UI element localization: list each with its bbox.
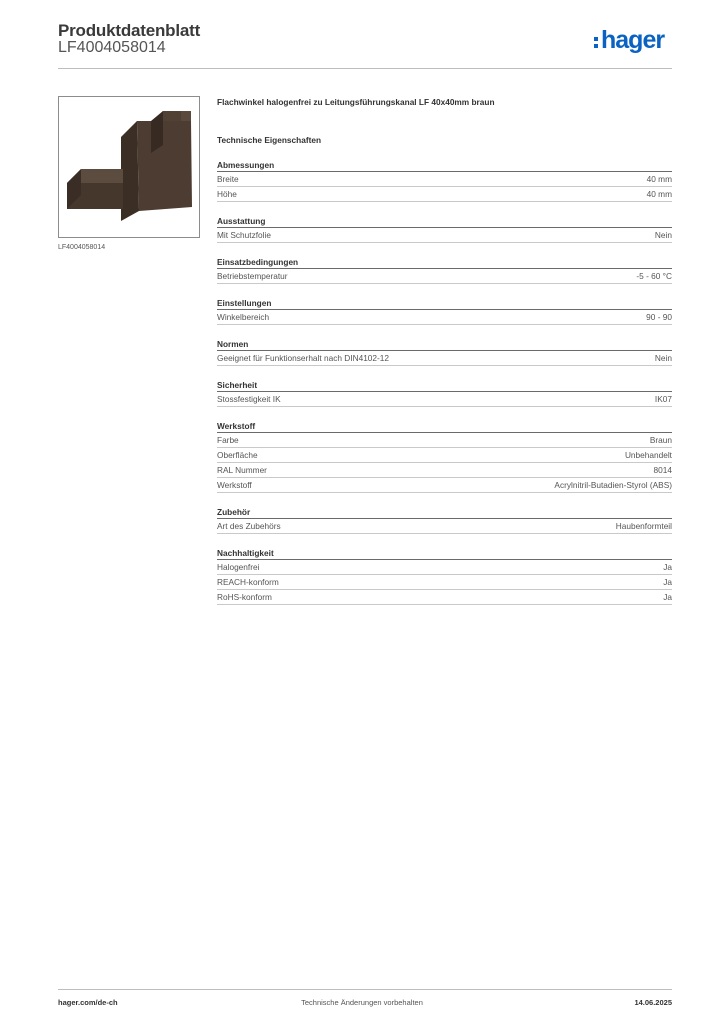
property-value: Ja — [663, 577, 672, 587]
property-label: Farbe — [217, 435, 239, 445]
property-row — [217, 228, 672, 243]
section-title: Einsatzbedingungen — [217, 256, 672, 269]
footer-notice: Technische Änderungen vorbehalten — [301, 998, 423, 1007]
property-value: 40 mm — [646, 174, 672, 184]
logo-colon-icon — [594, 34, 599, 48]
properties-list — [217, 159, 672, 605]
header-divider — [58, 68, 672, 69]
property-section — [217, 256, 672, 284]
property-row — [217, 448, 672, 463]
property-label: Höhe — [217, 189, 237, 199]
property-row — [217, 575, 672, 590]
product-image — [58, 96, 200, 238]
property-section — [217, 379, 672, 407]
section-title: Abmessungen — [217, 159, 672, 172]
property-label: REACH-konform — [217, 577, 279, 587]
hager-logo — [594, 26, 664, 55]
footer-website: hager.com/de-ch — [58, 998, 118, 1007]
property-value: Unbehandelt — [624, 450, 672, 460]
property-section — [217, 159, 672, 202]
property-label: Art des Zubehörs — [217, 521, 281, 531]
property-value: 90 - 90 — [646, 312, 672, 322]
property-row — [217, 560, 672, 575]
property-value: Haubenformteil — [615, 521, 672, 531]
property-section — [217, 297, 672, 325]
property-row — [217, 269, 672, 284]
property-label: RAL Nummer — [217, 465, 267, 475]
section-title: Werkstoff — [217, 420, 672, 433]
section-title: Nachhaltigkeit — [217, 547, 672, 560]
property-row — [217, 187, 672, 202]
property-value: 8014 — [653, 465, 672, 475]
property-row — [217, 590, 672, 605]
tech-properties-heading: Technische Eigenschaften — [217, 135, 322, 145]
property-label: Werkstoff — [217, 480, 252, 490]
property-label: Geeignet für Funktionserhalt nach DIN4102-12 — [217, 353, 390, 363]
property-section — [217, 547, 672, 605]
property-section — [217, 506, 672, 534]
property-row — [217, 351, 672, 366]
property-value: Nein — [654, 353, 672, 363]
property-row — [217, 433, 672, 448]
product-number: LF4004058014 — [58, 39, 166, 56]
flat-angle-product-icon — [59, 97, 199, 237]
property-label: Stossfestigkeit IK — [217, 394, 281, 404]
property-label: Oberfläche — [217, 450, 258, 460]
property-row — [217, 478, 672, 493]
page-title: Produktdatenblatt — [58, 21, 201, 40]
logo-text: hager — [601, 26, 665, 54]
footer-divider — [58, 989, 672, 990]
image-caption: LF4004058014 — [58, 244, 106, 251]
property-value: IK07 — [654, 394, 672, 404]
property-section — [217, 420, 672, 493]
property-label: Betriebstemperatur — [217, 271, 288, 281]
property-section — [217, 215, 672, 243]
property-value: -5 - 60 °C — [636, 271, 672, 281]
property-value: Braun — [649, 435, 672, 445]
property-value: 40 mm — [646, 189, 672, 199]
section-title: Ausstattung — [217, 215, 672, 228]
section-title: Normen — [217, 338, 672, 351]
property-label: Winkelbereich — [217, 312, 270, 322]
property-value: Nein — [654, 230, 672, 240]
property-section — [217, 338, 672, 366]
property-value: Acrylnitril-Butadien-Styrol (ABS) — [554, 480, 672, 490]
property-value: Ja — [663, 592, 672, 602]
property-row — [217, 172, 672, 187]
property-label: Mit Schutzfolie — [217, 230, 271, 240]
property-row — [217, 310, 672, 325]
product-description: Flachwinkel halogenfrei zu Leitungsführungskanal LF 40x40mm braun — [217, 97, 495, 107]
section-title: Zubehör — [217, 506, 672, 519]
footer-date: 14.06.2025 — [634, 998, 672, 1007]
property-label: Breite — [217, 174, 239, 184]
property-label: RoHS-konform — [217, 592, 272, 602]
property-value: Ja — [663, 562, 672, 572]
property-row — [217, 463, 672, 478]
property-row — [217, 519, 672, 534]
product-details — [217, 96, 672, 605]
section-title: Einstellungen — [217, 297, 672, 310]
section-title: Sicherheit — [217, 379, 672, 392]
property-label: Halogenfrei — [217, 562, 260, 572]
property-row — [217, 392, 672, 407]
